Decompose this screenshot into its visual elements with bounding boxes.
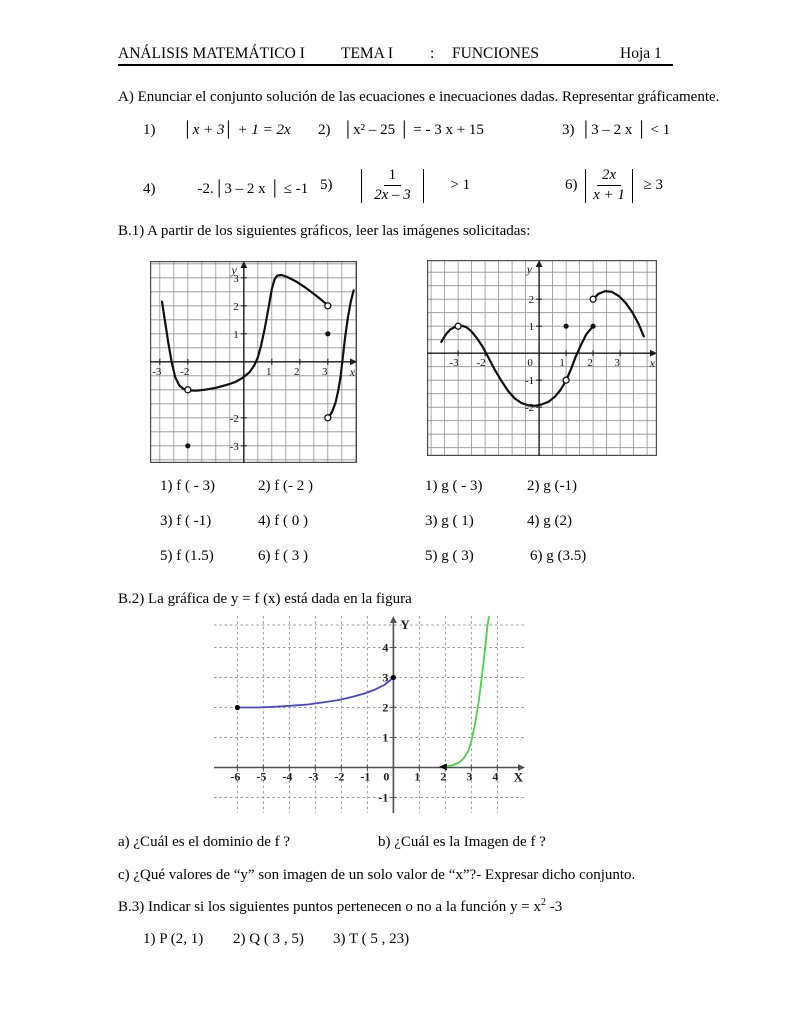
svg-text:-4: -4 <box>282 769 293 784</box>
b1-g-item: 3) g ( 1) <box>425 513 474 529</box>
graph-f-plot <box>150 261 357 463</box>
b3-point-item: 1) P (2, 1) <box>143 931 204 947</box>
equation-5-number: 5) <box>320 177 333 194</box>
svg-text:Y: Y <box>400 617 410 632</box>
abs-bar <box>361 169 363 203</box>
svg-text:-2: -2 <box>476 357 486 370</box>
header-tema: TEMA I <box>341 45 394 62</box>
svg-text:3: 3 <box>382 670 389 685</box>
b1-f-item: 3) f ( -1) <box>160 513 212 529</box>
svg-text:2: 2 <box>233 300 239 313</box>
equation-1 <box>143 122 291 139</box>
svg-text:x: x <box>349 364 355 379</box>
section-a-text: A) Enunciar el conjunto solución de las ecuaciones e inecuaciones dadas. Representar gráficamente. <box>118 89 720 105</box>
svg-text:1: 1 <box>266 365 272 378</box>
section-b3-text <box>118 899 562 916</box>
svg-text:y: y <box>526 262 533 276</box>
question-c: c) ¿Qué valores de “y” son imagen de un solo valor de “x”?- Expresar dicho conjunto. <box>118 867 636 883</box>
svg-text:1: 1 <box>233 328 239 341</box>
b1-g-item: 5) g ( 3) <box>425 548 474 564</box>
svg-text:4: 4 <box>382 640 389 655</box>
equation-1-number: 1) <box>143 122 156 138</box>
svg-text:-3: -3 <box>152 365 162 378</box>
svg-text:1: 1 <box>414 769 421 784</box>
fraction-denominator: x + 1 <box>593 187 625 204</box>
svg-text:3: 3 <box>322 365 328 378</box>
svg-text:2: 2 <box>294 365 300 378</box>
b3-post: -3 <box>545 899 563 915</box>
equation-4-body: -2.│3 – 2 x │ ≤ -1 <box>197 181 309 197</box>
b1-g-item: 2) g (-1) <box>527 478 577 494</box>
fraction-denominator: 2x – 3 <box>374 187 411 204</box>
abs-bar <box>423 169 425 203</box>
fraction-numerator: 1 <box>384 167 402 186</box>
b3-point-item: 3) T ( 5 , 23) <box>333 931 410 947</box>
svg-text:-1: -1 <box>524 375 535 388</box>
b1-f-item: 5) f (1.5) <box>160 548 214 564</box>
b3-pre: B.3) Indicar si los siguientes puntos pertenecen o no a la función y = x <box>118 899 541 915</box>
svg-text:-5: -5 <box>256 769 267 784</box>
equation-2-number: 2) <box>318 122 331 138</box>
equation-6-fraction <box>593 167 625 205</box>
equation-3-body: │3 – 2 x │ < 1 <box>580 122 671 138</box>
svg-text:2: 2 <box>528 294 535 307</box>
equation-3-number: 3) <box>562 122 575 138</box>
graph-g-plot <box>427 260 657 456</box>
svg-text:-3: -3 <box>308 769 319 784</box>
b3-exponent: 2 <box>540 897 546 908</box>
b1-f-item: 1) f ( - 3) <box>160 478 215 494</box>
equation-6 <box>565 167 663 205</box>
svg-text:2: 2 <box>382 700 389 715</box>
section-b2-text: B.2) La gráfica de y = f (x) está dada en la figura <box>118 591 412 607</box>
b1-g-item: 4) g (2) <box>527 513 572 529</box>
svg-text:0: 0 <box>383 769 390 784</box>
section-b1-text: B.1) A partir de los siguientes gráficos, leer las imágenes solicitadas: <box>118 223 531 239</box>
b1-g-item: 1) g ( - 3) <box>425 478 483 494</box>
svg-text:X: X <box>513 769 523 785</box>
svg-text:1: 1 <box>559 357 565 370</box>
b1-f-item: 6) f ( 3 ) <box>258 548 308 564</box>
course-title: ANÁLISIS MATEMÁTICO I <box>118 45 305 62</box>
svg-text:-2: -2 <box>229 412 239 425</box>
equation-2 <box>318 122 484 139</box>
equation-5-fraction <box>374 167 411 205</box>
svg-text:-1: -1 <box>360 769 371 784</box>
svg-text:2: 2 <box>440 769 447 784</box>
svg-text:y: y <box>231 263 237 277</box>
question-b: b) ¿Cuál es la Imagen de f ? <box>378 834 546 850</box>
b1-f-item: 4) f ( 0 ) <box>258 513 308 529</box>
fraction-numerator: 2x <box>597 167 621 186</box>
graph-b2-plot <box>214 616 525 813</box>
question-a: a) ¿Cuál es el dominio de f ? <box>118 834 291 850</box>
equation-5 <box>320 167 470 205</box>
header-topic: FUNCIONES <box>452 45 539 62</box>
svg-text:-3: -3 <box>229 440 239 453</box>
svg-text:3: 3 <box>614 357 620 370</box>
svg-text:-1: -1 <box>378 790 389 805</box>
equation-6-number: 6) <box>565 177 578 194</box>
equation-3 <box>562 122 670 139</box>
equation-5-rhs: > 1 <box>450 177 471 194</box>
abs-bar <box>585 169 587 203</box>
equation-6-rhs: ≥ 3 <box>643 177 663 194</box>
svg-text:-2: -2 <box>334 769 345 784</box>
svg-text:x: x <box>649 356 655 371</box>
svg-text:-3: -3 <box>449 357 459 370</box>
equation-2-body: │x² – 25 │ = - 3 x + 15 <box>342 122 484 138</box>
svg-text:-2: -2 <box>180 365 190 378</box>
b1-g-item: 6) g (3.5) <box>530 548 587 564</box>
abs-bar <box>632 169 634 203</box>
svg-text:3: 3 <box>233 272 239 285</box>
b1-f-item: 2) f (- 2 ) <box>258 478 313 494</box>
svg-text:-2: -2 <box>524 402 535 415</box>
header-rule <box>118 64 673 66</box>
svg-text:3: 3 <box>466 769 473 784</box>
svg-text:2: 2 <box>587 357 593 370</box>
svg-text:0: 0 <box>527 357 533 370</box>
equation-1-body: │x + 3│ + 1 = 2x <box>183 122 291 138</box>
page-number: Hoja 1 <box>620 45 662 62</box>
svg-text:4: 4 <box>492 769 499 784</box>
svg-text:1: 1 <box>528 321 535 334</box>
equation-4 <box>143 181 308 198</box>
svg-text:1: 1 <box>382 730 389 745</box>
b3-point-item: 2) Q ( 3 , 5) <box>233 931 304 947</box>
header-colon: : <box>430 45 435 62</box>
equation-4-number: 4) <box>143 181 156 197</box>
svg-text:-6: -6 <box>230 769 241 784</box>
